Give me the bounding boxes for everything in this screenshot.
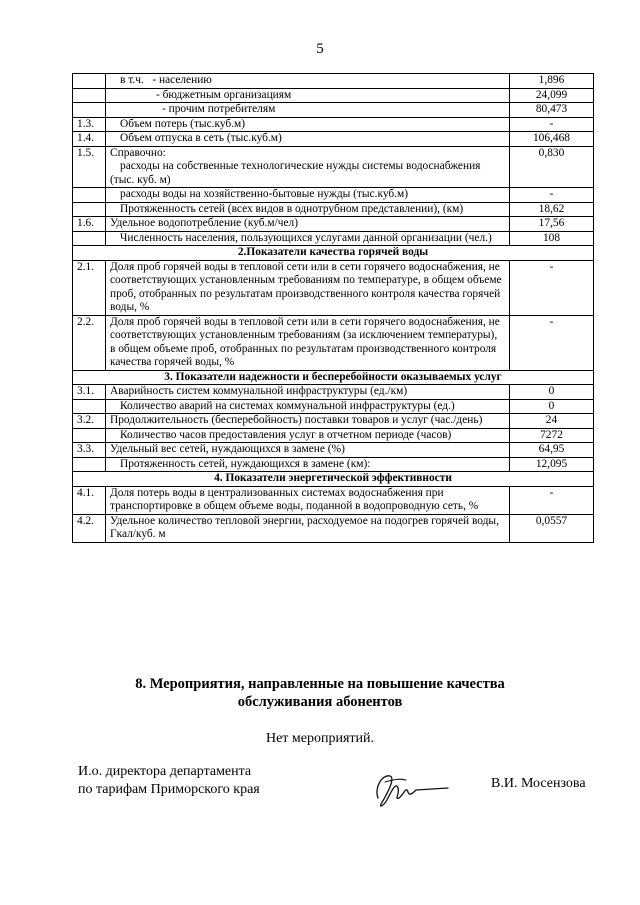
handwritten-signature <box>372 768 452 810</box>
signer-position-line-2: по тарифам Приморского края <box>78 782 260 797</box>
row-value: 18,62 <box>510 202 594 217</box>
section-header-row <box>73 370 594 385</box>
heading-line-2: обслуживания абонентов <box>237 694 403 710</box>
row-text: Доля потерь воды в централизованных системах водоснабжения при транспортировке в общем объеме воды, поданной в водопроводную сеть, % <box>106 486 510 514</box>
row-number: 4.1. <box>73 486 106 514</box>
signer-position <box>78 763 260 799</box>
row-value: 108 <box>510 231 594 246</box>
table-row <box>73 146 594 188</box>
row-text: Удельное водопотребление (куб.м/чел) <box>106 217 510 232</box>
row-value: 24 <box>510 414 594 429</box>
signer-name: В.И. Мосензова <box>491 776 586 791</box>
table-row <box>73 486 594 514</box>
row-value: - <box>510 315 594 370</box>
row-text: Доля проб горячей воды в тепловой сети или в сети горячего водоснабжения, не соответствующих установленным требованиям (за исключением температуры), в общем объеме проб, отобранных по результатам производственного контроля качества горячей воды, % <box>106 315 510 370</box>
row-number: 1.5. <box>73 146 106 188</box>
section-8-heading <box>0 675 640 711</box>
row-value: - <box>510 188 594 203</box>
row-text: Аварийность систем коммунальной инфраструктуры (ед./км) <box>106 385 510 400</box>
row-number <box>73 231 106 246</box>
row-text: Численность населения, пользующихся услугами данной организации (чел.) <box>106 231 510 246</box>
table-row <box>73 117 594 132</box>
row-text: Удельное количество тепловой энергии, расходуемое на подогрев горячей воды, Гкал/куб. м <box>106 514 510 542</box>
table-row <box>73 399 594 414</box>
row-text: Протяженность сетей (всех видов в однотрубном представлении), (км) <box>106 202 510 217</box>
row-number: 3.2. <box>73 414 106 429</box>
table-row <box>73 385 594 400</box>
indicators-table <box>72 73 594 543</box>
table-row <box>73 132 594 147</box>
row-value: - <box>510 486 594 514</box>
page-number: 5 <box>316 41 324 57</box>
row-text: Количество аварий на системах коммунальной инфраструктуры (ед.) <box>106 399 510 414</box>
row-number <box>73 88 106 103</box>
section-title: 4. Показатели энергетической эффективности <box>73 472 594 487</box>
row-number: 2.1. <box>73 260 106 315</box>
row-text-other: - прочим потребителям <box>162 103 276 115</box>
row-number: 4.2. <box>73 514 106 542</box>
row-text-population: - населению <box>152 74 212 86</box>
table-row <box>73 188 594 203</box>
section-title: 3. Показатели надежности и бесперебойности оказываемых услуг <box>73 370 594 385</box>
row-number: 1.6. <box>73 217 106 232</box>
row-number: 3.3. <box>73 443 106 458</box>
table-row <box>73 103 594 118</box>
table-row <box>73 74 594 89</box>
heading-line-1: 8. Мероприятия, направленные на повышение качества <box>135 676 505 692</box>
section-header-row <box>73 472 594 487</box>
row-value: 1,896 <box>510 74 594 89</box>
row-value: 0,0557 <box>510 514 594 542</box>
row-value: 24,099 <box>510 88 594 103</box>
row-text: Доля проб горячей воды в тепловой сети или в сети горячего водоснабжения, не соответствующих установленным требованиям по температуре, в общем объеме проб, отобранных по результатам производственного контроля качества горячей воды, % <box>106 260 510 315</box>
table-row <box>73 231 594 246</box>
table-row <box>73 414 594 429</box>
row-label-vtch: в т.ч. <box>120 74 144 86</box>
section-title: 2.Показатели качества горячей воды <box>73 246 594 261</box>
row-value: - <box>510 260 594 315</box>
row-number <box>73 457 106 472</box>
row-value: 64,95 <box>510 443 594 458</box>
row-number: 1.3. <box>73 117 106 132</box>
row-text: Объем потерь (тыс.куб.м) <box>106 117 510 132</box>
table-row <box>73 315 594 370</box>
table-row <box>73 443 594 458</box>
row-text: Удельный вес сетей, нуждающихся в замене (%) <box>106 443 510 458</box>
row-text: Справочно: расходы на собственные технологические нужды системы водоснабжения (тыс. куб. м) <box>106 146 510 188</box>
row-text <box>106 103 510 118</box>
no-measures-text: Нет мероприятий. <box>265 731 375 746</box>
signer-position-line-1: И.о. директора департамента <box>78 764 252 779</box>
row-text: Протяженность сетей, нуждающихся в замене (км): <box>106 457 510 472</box>
table-row <box>73 88 594 103</box>
row-text <box>106 88 510 103</box>
reference-label: Справочно: <box>110 146 166 159</box>
row-value: 17,56 <box>510 217 594 232</box>
row-text: Объем отпуска в сеть (тыс.куб.м) <box>106 132 510 147</box>
table-row <box>73 514 594 542</box>
row-value: 80,473 <box>510 103 594 118</box>
row-text: Продолжительность (бесперебойность) поставки товаров и услуг (час./день) <box>106 414 510 429</box>
row-text-budget: - бюджетным организациям <box>156 88 292 101</box>
table-row <box>73 457 594 472</box>
table-row <box>73 428 594 443</box>
row-number <box>73 188 106 203</box>
row-number <box>73 202 106 217</box>
row-value: 106,468 <box>510 132 594 147</box>
row-text: расходы воды на хозяйственно-бытовые нужды (тыс.куб.м) <box>106 188 510 203</box>
row-text <box>106 74 510 89</box>
table-row <box>73 260 594 315</box>
row-value: - <box>510 117 594 132</box>
row-value: 12,095 <box>510 457 594 472</box>
row-text: Количество часов предоставления услуг в отчетном периоде (часов) <box>106 428 510 443</box>
row-number <box>73 399 106 414</box>
row-number: 3.1. <box>73 385 106 400</box>
row-value: 0 <box>510 399 594 414</box>
table-row <box>73 202 594 217</box>
row-value: 0,830 <box>510 146 594 188</box>
row-value: 7272 <box>510 428 594 443</box>
row-value: 0 <box>510 385 594 400</box>
row-number: 1.4. <box>73 132 106 147</box>
row-number <box>73 428 106 443</box>
row-number: 2.2. <box>73 315 106 370</box>
section-header-row <box>73 246 594 261</box>
row-number <box>73 74 106 89</box>
row-number <box>73 103 106 118</box>
table-row <box>73 217 594 232</box>
